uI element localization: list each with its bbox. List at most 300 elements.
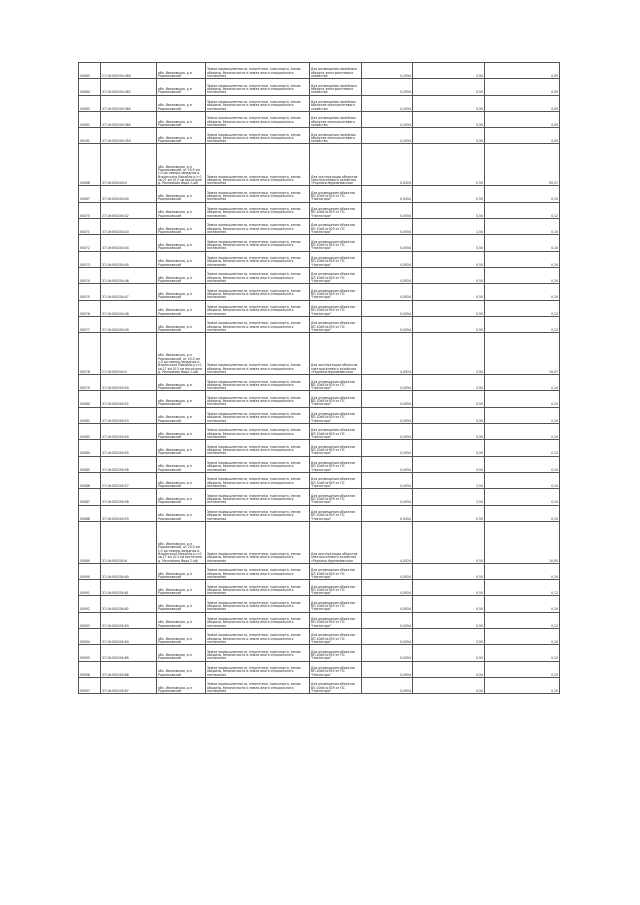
- permitted-use: Для размещения объектов ВЛ-10кВ №929 от ПС "Никтигоро": [310, 267, 362, 283]
- cadastral-number: 37:16:050204:58: [101, 489, 157, 505]
- permitted-use: Для размещения объектов ВЛ-10кВ №929 от ПС "Никтигоро": [310, 661, 362, 677]
- table-row: [79, 580, 560, 596]
- permitted-use: Для размещения объектов ВЛ-10кВ №929 от ПС "Никтигоро": [310, 300, 362, 316]
- coefficient: 0,50: [413, 267, 485, 283]
- table-row: [79, 300, 560, 316]
- plot-area: 0,0054: [362, 300, 413, 316]
- coefficient: 0,50: [413, 111, 485, 127]
- plot-address: обл. Ивановская, р-н Родниковский: [157, 580, 206, 596]
- cadastral-number: 27:16:050204:57: [101, 472, 157, 488]
- amount: 0,10: [485, 661, 560, 677]
- table-row: [79, 661, 560, 677]
- coefficient: 0,50: [413, 391, 485, 407]
- amount: 0,10: [485, 235, 560, 251]
- plot-area: 0,2054: [362, 95, 413, 111]
- table-row: [79, 95, 560, 111]
- plot-area: 0,2054: [362, 111, 413, 127]
- land-category: Земли промышленности, энергетики, транспорта, земли обороны, безопасности и земли иного специального назначения: [206, 456, 310, 472]
- record-number: 00070: [79, 202, 101, 218]
- record-number: 00062: [79, 111, 101, 127]
- land-plots-table: [78, 62, 560, 694]
- plot-area: 0,0054: [362, 375, 413, 391]
- cadastral-number: 37:16:050204:362: [101, 79, 157, 95]
- cadastral-number: 37:16:050204:364: [101, 111, 157, 127]
- plot-area: 0,0054: [362, 456, 413, 472]
- permitted-use: Для размещения объектов ВЛ-10кВ №929 от ПС "Никтигоро": [310, 235, 362, 251]
- record-number: 00064: [79, 79, 101, 95]
- cadastral-number: 37:16:050204:43: [101, 219, 157, 235]
- plot-address: обл. Ивановская, р-н Родниковский, от 20.5 км с.0 до северо-западная и Ильинского Михайло р-н 0 кв.27 км (0.5 км восточнее д. Малчиково Ивда 2-ой): [157, 333, 206, 375]
- amount: 0,10: [485, 472, 560, 488]
- land-category: Земли промышленности, энергетики, транспорта, земли обороны, безопасности и земли иного специального назначения: [206, 612, 310, 628]
- coefficient: 0,50: [413, 95, 485, 111]
- record-number: 00161: [79, 128, 101, 144]
- land-category: Земли промышленности, энергетики, транспорта, земли обороны, безопасности и земли иного специального назначения: [206, 333, 310, 375]
- land-category: Земли промышленности, энергетики, транспорта, земли обороны, безопасности и земли иного специального назначения: [206, 661, 310, 677]
- amount: 0,10: [485, 407, 560, 423]
- land-category: Земли промышленности, энергетики, транспорта, земли обороны, безопасности и земли иного специального назначения: [206, 407, 310, 423]
- permitted-use: Для размещения линейного объекта электросетевого хозяйства: [310, 79, 362, 95]
- record-number: 00082: [79, 407, 101, 423]
- table-row: [79, 284, 560, 300]
- amount: 0,10: [485, 284, 560, 300]
- land-category: Земли промышленности, энергетики, транспорта, земли обороны, безопасности и земли иного специального назначения: [206, 645, 310, 661]
- plot-address: обл. Ивановская, р-н Родниковский: [157, 407, 206, 423]
- permitted-use: Для эксплуатации объектов электросетевого хозяйства «Родники-Фурмановская»: [310, 333, 362, 375]
- plot-area: 0,0054: [362, 596, 413, 612]
- cadastral-number: 37:16:050204:47: [101, 284, 157, 300]
- record-number: 00090: [79, 563, 101, 579]
- record-number: 00092: [79, 596, 101, 612]
- table-row: [79, 505, 560, 521]
- coefficient: 2,50: [413, 489, 485, 505]
- table-row: [79, 424, 560, 440]
- plot-area: 0,0054: [362, 505, 413, 521]
- coefficient: 0,50: [413, 186, 485, 202]
- land-category: Земли промышленности, энергетики, транспорта, земли обороны, безопасности и земли иного специального назначения: [206, 202, 310, 218]
- table-row: [79, 456, 560, 472]
- land-category: Земли промышленности, энергетики, транспорта, земли обороны, безопасности и земли иного специального назначения: [206, 95, 310, 111]
- coefficient: 0,50: [413, 284, 485, 300]
- amount: 0,10: [485, 267, 560, 283]
- amount: 0,05: [485, 128, 560, 144]
- land-category: Земли промышленности, энергетики, транспорта, земли обороны, безопасности и земли иного специального назначения: [206, 316, 310, 332]
- coefficient: 0,50: [413, 661, 485, 677]
- record-number: 00085: [79, 456, 101, 472]
- cadastral-number: 37:16:050204:4: [101, 144, 157, 186]
- amount: 0,10: [485, 645, 560, 661]
- permitted-use: Для размещения объектов ВЛ-10кВ №929 от ПС "Никтигоро": [310, 677, 362, 693]
- land-category: Земли промышленности, энергетики, транспорта, земли обороны, безопасности и земли иного специального назначения: [206, 63, 310, 79]
- record-number: 00066: [79, 144, 101, 186]
- permitted-use: Для размещения линейных объектов электросетевого хозяйства: [310, 95, 362, 111]
- record-number: 00079: [79, 375, 101, 391]
- table-row: [79, 596, 560, 612]
- amount: 0,10: [485, 677, 560, 693]
- record-number: 00071: [79, 219, 101, 235]
- table-row: [79, 186, 560, 202]
- record-number: 00094: [79, 629, 101, 645]
- plot-area: 4,0024: [362, 521, 413, 563]
- plot-area: 0,0054: [362, 563, 413, 579]
- amount: 0,12: [485, 316, 560, 332]
- plot-address: обл. Ивановская, р-н Родниковский: [157, 79, 206, 95]
- amount: 0,05: [485, 79, 560, 95]
- cadastral-number: 37:16:050204:62: [101, 596, 157, 612]
- plot-area: 0,0054: [362, 284, 413, 300]
- plot-address: обл. Ивановская, р-н Родниковский: [157, 316, 206, 332]
- table-row: [79, 563, 560, 579]
- amount: 0,05: [485, 111, 560, 127]
- plot-address: обл. Ивановская, р-н Родниковский: [157, 186, 206, 202]
- coefficient: 0,50: [413, 300, 485, 316]
- amount: 00,07: [485, 144, 560, 186]
- cadastral-number: 27:16:050204:42: [101, 202, 157, 218]
- cadastral-number: 37:16:050204:55: [101, 440, 157, 456]
- plot-address: обл. Ивановская, р-н Родниковский: [157, 505, 206, 521]
- table-row: [79, 440, 560, 456]
- plot-address: обл. Ивановская, р-н Родниковский: [157, 645, 206, 661]
- cadastral-number: 37:16:050204:61: [101, 580, 157, 596]
- plot-address: обл. Ивановская, р-н Родниковский: [157, 440, 206, 456]
- amount: 0,10: [485, 489, 560, 505]
- plot-area: 0,0054: [362, 472, 413, 488]
- permitted-use: Для размещения объектов ВЛ-10кВ №929 от ПС "Никтигоро": [310, 284, 362, 300]
- plot-area: 0,0054: [362, 629, 413, 645]
- plot-area: 0,0054: [362, 580, 413, 596]
- coefficient: 2,50: [413, 472, 485, 488]
- permitted-use: Для размещения объектов ВЛ-10кВ №929 от ПС "Никтигоро": [310, 563, 362, 579]
- record-number: 00072: [79, 235, 101, 251]
- record-number: 00074: [79, 267, 101, 283]
- plot-address: обл. Ивановская, р-н Родниковский: [157, 661, 206, 677]
- table-row: [79, 612, 560, 628]
- plot-area: 0,0054: [362, 267, 413, 283]
- plot-area: 0,2054: [362, 63, 413, 79]
- table-row: [79, 144, 560, 186]
- cadastral-number: 37:16:050204:65: [101, 645, 157, 661]
- land-category: Земли промышленности, энергетики, транспорта, земли обороны, безопасности и земли иного специального назначения: [206, 563, 310, 579]
- amount: 0,10: [485, 186, 560, 202]
- plot-address: обл. Ивановская, р-н Родниковский: [157, 128, 206, 144]
- plot-area: 0,0054: [362, 645, 413, 661]
- table-row: [79, 63, 560, 79]
- cadastral-number: 37:16:050204:54: [101, 424, 157, 440]
- record-number: 00091: [79, 580, 101, 596]
- record-number: 00097: [79, 677, 101, 693]
- plot-address: обл. Ивановская, р-н Родниковский: [157, 300, 206, 316]
- table-row: [79, 128, 560, 144]
- land-category: Земли промышленности, энергетики, транспорта, земли обороны, безопасности и земли иного специального назначения: [206, 128, 310, 144]
- permitted-use: Для размещения объектов ВЛ-10кВ №929 от ПС "Никтигоро": [310, 202, 362, 218]
- cadastral-number: 27:16:050204:5: [101, 333, 157, 375]
- permitted-use: Для размещения объектов ВЛ-10кВ №929 от ПС "Никтигоро": [310, 472, 362, 488]
- land-category: Земли промышленности, энергетики, транспорта, земли обороны, безопасности и земли иного специального назначения: [206, 144, 310, 186]
- plot-address: обл. Ивановская, р-н Родниковский: [157, 111, 206, 127]
- table-row: [79, 472, 560, 488]
- plot-address: обл. Ивановская, р-н Родниковский: [157, 95, 206, 111]
- plot-address: обл. Ивановская, р-н Родниковский: [157, 375, 206, 391]
- permitted-use: Для размещения объектов ВЛ-10кВ №929 от ПС "Никтигоро": [310, 629, 362, 645]
- plot-area: 0,0054: [362, 235, 413, 251]
- cadastral-number: 37:16:050204:50: [101, 375, 157, 391]
- table-row: [79, 489, 560, 505]
- permitted-use: Для размещения объектов ВЛ-10кВ №929 от ПС "Никтигоро": [310, 456, 362, 472]
- coefficient: 2,50: [413, 333, 485, 375]
- permitted-use: Для размещения объектов ВЛ-10кВ №929 от ПС "Никтигоро": [310, 407, 362, 423]
- land-category: Земли промышленности, энергетики, транспорта, земли обороны, безопасности и земли иного специального назначения: [206, 79, 310, 95]
- record-number: 00075: [79, 284, 101, 300]
- plot-area: 0,0054: [362, 186, 413, 202]
- permitted-use: Для размещения объектов ВЛ-10кВ №929 от ПС "Никтигоро": [310, 316, 362, 332]
- land-category: Земли промышленности, энергетики, транспорта, земли обороны, безопасности и земли иного специального назначения: [206, 186, 310, 202]
- coefficient: 0,50: [413, 202, 485, 218]
- permitted-use: Для размещения объектов ВЛ-10кВ №929 от ПС "Никтигоро": [310, 580, 362, 596]
- record-number: 00077: [79, 316, 101, 332]
- permitted-use: Для размещения объектов ВЛ-10кВ №929 от ПС "Никтигоро": [310, 186, 362, 202]
- amount: 0,10: [485, 391, 560, 407]
- land-category: Земли промышленности, энергетики, транспорта, земли обороны, безопасности и земли иного специального назначения: [206, 284, 310, 300]
- table-row: [79, 677, 560, 693]
- amount: 0,10: [485, 596, 560, 612]
- plot-address: обл. Ивановская, р-н Родниковский: [157, 202, 206, 218]
- coefficient: 2,50: [413, 219, 485, 235]
- land-category: Земли промышленности, энергетики, транспорта, земли обороны, безопасности и земли иного специального назначения: [206, 489, 310, 505]
- amount: 0,10: [485, 456, 560, 472]
- plot-address: обл. Ивановская, р-н Родниковский, от 20.5 км с.0 до северо-западная и Ильинского Михайло р-н 0 кв.27 км (0.5 км восточнее д. Малчиково Ивда 2-ой): [157, 144, 206, 186]
- amount: 0,10: [485, 505, 560, 521]
- permitted-use: Для размещения объектов ВЛ-10кВ №929 от ПС "Никтигоро": [310, 505, 362, 521]
- plot-address: обл. Ивановская, р-н Родниковский: [157, 563, 206, 579]
- permitted-use: Для эксплуатации объектов электросетевого хозяйства «Родники-Фурмановская»: [310, 521, 362, 563]
- plot-area: 0,0024: [362, 144, 413, 186]
- coefficient: 0,50: [413, 645, 485, 661]
- plot-address: обл. Ивановская, р-н Родниковский: [157, 629, 206, 645]
- permitted-use: Для размещения объектов ВЛ-10кВ №929 от ПС "Никтигоро": [310, 251, 362, 267]
- cadastral-number: 37:16:050204:67: [101, 677, 157, 693]
- record-number: 00073: [79, 251, 101, 267]
- amount: 10,07: [485, 333, 560, 375]
- plot-area: 0,0054: [362, 612, 413, 628]
- cadastral-number: 37:16:050204:59: [101, 505, 157, 521]
- land-category: Земли промышленности, энергетики, транспорта, земли обороны, безопасности и земли иного специального назначения: [206, 391, 310, 407]
- amount: 0,10: [485, 375, 560, 391]
- land-category: Земли промышленности, энергетики, транспорта, земли обороны, безопасности и земли иного специального назначения: [206, 521, 310, 563]
- plot-address: обл. Ивановская, р-н Родниковский: [157, 596, 206, 612]
- coefficient: 0,50: [413, 79, 485, 95]
- land-category: Земли промышленности, энергетики, транспорта, земли обороны, безопасности и земли иного специального назначения: [206, 424, 310, 440]
- plot-area: 0,0054: [362, 219, 413, 235]
- land-category: Земли промышленности, энергетики, транспорта, земли обороны, безопасности и земли иного специального назначения: [206, 375, 310, 391]
- coefficient: 0,50: [413, 424, 485, 440]
- land-category: Земли промышленности, энергетики, транспорта, земли обороны, безопасности и земли иного специального назначения: [206, 267, 310, 283]
- permitted-use: Для размещения объектов ВЛ-10кВ №929 от ПС "Никтигоро": [310, 596, 362, 612]
- plot-address: обл. Ивановская, р-н Родниковский: [157, 472, 206, 488]
- plot-address: обл. Ивановская, р-н Родниковский: [157, 456, 206, 472]
- cadastral-number: 37:16:050204:40: [101, 186, 157, 202]
- plot-area: 0,0054: [362, 251, 413, 267]
- record-number: 00095: [79, 645, 101, 661]
- plot-area: 0,0054: [362, 677, 413, 693]
- table-row: [79, 391, 560, 407]
- record-number: 00076: [79, 300, 101, 316]
- cadastral-number: 37:16:050204:60: [101, 563, 157, 579]
- plot-address: обл. Ивановская, р-н Родниковский: [157, 677, 206, 693]
- amount: 0,10: [485, 629, 560, 645]
- plot-area: 0,0054: [362, 316, 413, 332]
- record-number: 00063: [79, 95, 101, 111]
- permitted-use: Для эксплуатации объектов электросетевого хозяйства «Родники-Фурмановская»: [310, 144, 362, 186]
- record-number: 00065: [79, 63, 101, 79]
- coefficient: 2,50: [413, 375, 485, 391]
- permitted-use: Для размещения объектов ВЛ-10кВ №929 от ПС "Никтигоро": [310, 612, 362, 628]
- cadastral-number: 37:16:050204:350: [101, 128, 157, 144]
- coefficient: 0,50: [413, 505, 485, 521]
- table-row: [79, 521, 560, 563]
- cadastral-number: 37:16:050204:44: [101, 235, 157, 251]
- land-category: Земли промышленности, энергетики, транспорта, земли обороны, безопасности и земли иного специального назначения: [206, 111, 310, 127]
- coefficient: 0,50: [413, 456, 485, 472]
- record-number: 00067: [79, 186, 101, 202]
- table-row: [79, 111, 560, 127]
- cadastral-number: 37:16:050204:48: [101, 300, 157, 316]
- plot-address: обл. Ивановская, р-н Родниковский: [157, 489, 206, 505]
- table-row: [79, 645, 560, 661]
- cadastral-number: 37:16:050204:46: [101, 267, 157, 283]
- amount: 0,05: [485, 63, 560, 79]
- table-row: [79, 219, 560, 235]
- cadastral-number: 37:16:050204:66: [101, 661, 157, 677]
- plot-area: 0,0054: [362, 489, 413, 505]
- plot-area: 0,0054: [362, 440, 413, 456]
- plot-address: обл. Ивановская, р-н Родниковский, от 20.5 км с.0 до северо-западная и Ильинского Михайло р-н 0 кв.27 км (0.5 км восточнее д. Малчиково Ивда 2-ой): [157, 521, 206, 563]
- permitted-use: Для размещения линейных объектов электросетевого хозяйства: [310, 128, 362, 144]
- record-number: 00088: [79, 505, 101, 521]
- amount: 10,00: [485, 521, 560, 563]
- permitted-use: Для размещения объектов ВЛ-10кВ №929 от ПС "Никтигоро": [310, 219, 362, 235]
- amount: 0,10: [485, 219, 560, 235]
- record-number: 00084: [79, 440, 101, 456]
- table-row: [79, 316, 560, 332]
- cadastral-number: 37:16:050204:64: [101, 629, 157, 645]
- plot-area: 0,0054: [362, 202, 413, 218]
- plot-area: 0,0054: [362, 391, 413, 407]
- permitted-use: Для размещения объектов ВЛ-10кВ №929 от ПС "Никтигоро": [310, 424, 362, 440]
- permitted-use: Для размещения объектов ВЛ-10кВ №929 от ПС "Никтигоро": [310, 645, 362, 661]
- table-row: [79, 235, 560, 251]
- permitted-use: Для размещения объектов ВЛ-10кВ №929 от ПС "Никтигоро": [310, 391, 362, 407]
- cadastral-number: 37:16:050204:6: [101, 521, 157, 563]
- record-number: 00086: [79, 472, 101, 488]
- land-category: Земли промышленности, энергетики, транспорта, земли обороны, безопасности и земли иного специального назначения: [206, 629, 310, 645]
- amount: 0,12: [485, 580, 560, 596]
- land-category: Земли промышленности, энергетики, транспорта, земли обороны, безопасности и земли иного специального назначения: [206, 300, 310, 316]
- table-row: [79, 333, 560, 375]
- plot-area: 0,0054: [362, 407, 413, 423]
- table-row: [79, 407, 560, 423]
- coefficient: 0,50: [413, 612, 485, 628]
- record-number: 00083: [79, 424, 101, 440]
- permitted-use: Для размещения объектов ВЛ-10кВ №929 от ПС "Никтигоро": [310, 440, 362, 456]
- amount: 0,10: [485, 424, 560, 440]
- plot-address: обл. Ивановская, р-н Родниковский: [157, 612, 206, 628]
- amount: 0,10: [485, 563, 560, 579]
- cadastral-number: 37:16:050204:360: [101, 95, 157, 111]
- coefficient: 0,50: [413, 521, 485, 563]
- land-category: Земли промышленности, энергетики, транспорта, земли обороны, безопасности и земли иного специального назначения: [206, 235, 310, 251]
- coefficient: 0,50: [413, 563, 485, 579]
- coefficient: 2,50: [413, 629, 485, 645]
- land-category: Земли промышленности, энергетики, транспорта, земли обороны, безопасности и земли иного специального назначения: [206, 580, 310, 596]
- coefficient: 0,50: [413, 128, 485, 144]
- coefficient: 0,50: [413, 596, 485, 612]
- land-category: Земли промышленности, энергетики, транспорта, земли обороны, безопасности и земли иного специального назначения: [206, 440, 310, 456]
- plot-address: обл. Ивановская, р-н Родниковский: [157, 219, 206, 235]
- land-category: Земли промышленности, энергетики, транспорта, земли обороны, безопасности и земли иного специального назначения: [206, 219, 310, 235]
- plot-address: обл. Ивановская, р-н Родниковский: [157, 284, 206, 300]
- table-row: [79, 629, 560, 645]
- record-number: 00078: [79, 333, 101, 375]
- amount: 0,12: [485, 300, 560, 316]
- plot-area: 0,0054: [362, 424, 413, 440]
- coefficient: 0,50: [413, 316, 485, 332]
- table-row: [79, 251, 560, 267]
- record-number: 00096: [79, 661, 101, 677]
- land-category: Земли промышленности, энергетики, транспорта, земли обороны, безопасности и земли иного специального назначения: [206, 505, 310, 521]
- cadastral-number: 37:16:050204:56: [101, 456, 157, 472]
- plot-address: обл. Ивановская, р-н Родниковский: [157, 267, 206, 283]
- coefficient: 0,50: [413, 407, 485, 423]
- plot-area: 0,0054: [362, 661, 413, 677]
- plot-address: обл. Ивановская, р-н Родниковский: [157, 424, 206, 440]
- amount: 0,12: [485, 440, 560, 456]
- land-category: Земли промышленности, энергетики, транспорта, земли обороны, безопасности и земли иного специального назначения: [206, 472, 310, 488]
- amount: 0,10: [485, 251, 560, 267]
- coefficient: 0,50: [413, 580, 485, 596]
- plot-address: обл. Ивановская, р-н Родниковский: [157, 391, 206, 407]
- plot-area: 0,2054: [362, 79, 413, 95]
- table-row: [79, 375, 560, 391]
- permitted-use: Для размещения линейных объектов электросетевого хозяйства: [310, 111, 362, 127]
- cadastral-number: 37:16:050204:52: [101, 391, 157, 407]
- plot-area: 0,2054: [362, 128, 413, 144]
- record-number: 00089: [79, 521, 101, 563]
- amount: 0,05: [485, 95, 560, 111]
- cadastral-number: 27:16:050204:369: [101, 63, 157, 79]
- record-number: 00087: [79, 489, 101, 505]
- land-category: Земли промышленности, энергетики, транспорта, земли обороны, безопасности и земли иного специального назначения: [206, 251, 310, 267]
- record-number: 00093: [79, 612, 101, 628]
- table-row: [79, 202, 560, 218]
- amount: 0,12: [485, 202, 560, 218]
- cadastral-number: 37:16:050204:63: [101, 612, 157, 628]
- cadastral-number: 37:16:050204:45: [101, 251, 157, 267]
- coefficient: 2,50: [413, 63, 485, 79]
- plot-area: 4,0024: [362, 333, 413, 375]
- amount: 0,12: [485, 612, 560, 628]
- coefficient: 0,50: [413, 235, 485, 251]
- land-category: Земли промышленности, энергетики, транспорта, земли обороны, безопасности и земли иного специального назначения: [206, 596, 310, 612]
- cadastral-number: 37:16:050204:49: [101, 316, 157, 332]
- plot-address: обл. Ивановская, р-н Родниковский: [157, 235, 206, 251]
- cadastral-number: 37:16:050204:53: [101, 407, 157, 423]
- coefficient: 0,50: [413, 440, 485, 456]
- land-category: Земли промышленности, энергетики, транспорта, земли обороны, безопасности и земли иного специального назначения: [206, 677, 310, 693]
- table-row: [79, 267, 560, 283]
- coefficient: 0,50: [413, 144, 485, 186]
- coefficient: 0,50: [413, 677, 485, 693]
- table-row: [79, 79, 560, 95]
